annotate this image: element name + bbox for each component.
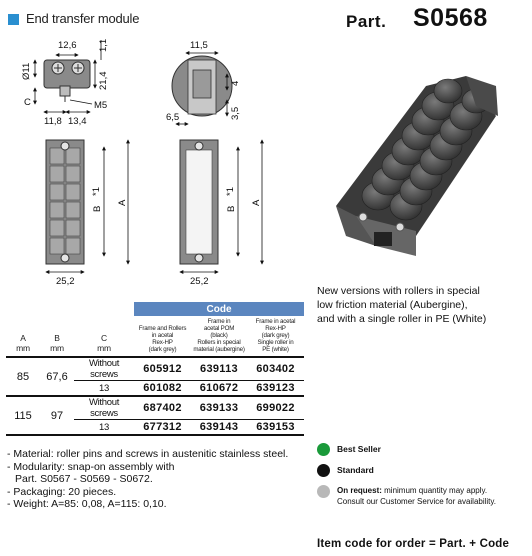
part-number: S0568 xyxy=(413,4,488,32)
header-col1: Frame and Rollers in acetal Rex-HP (dark grey) xyxy=(138,325,187,353)
cell-c: Without screws xyxy=(74,396,134,420)
pin-detail-drawing xyxy=(172,56,232,116)
header-col2: Frame in acetal POM (black) Rollers in special material (aubergine) xyxy=(193,318,245,353)
cell-a: 115 xyxy=(6,396,40,435)
dim-diameter: Ø11 xyxy=(21,62,32,80)
product-photo xyxy=(316,56,526,264)
note-item: - Material: roller pins and screws in austenitic stainless steel. xyxy=(7,448,289,460)
dim-bottom-left: 11,8 xyxy=(44,116,62,127)
cell-code: 639143 xyxy=(191,420,247,436)
dim-a-label-left: A xyxy=(117,199,128,206)
dim-top-right: 1,1 xyxy=(98,38,109,52)
cell-a: 85 xyxy=(6,357,40,396)
cell-c: Without screws xyxy=(74,357,134,381)
header-a: A mm xyxy=(16,333,30,353)
code-band: Code xyxy=(134,302,304,316)
dim-b-sup-left: *1 xyxy=(91,187,102,196)
cell-c: 13 xyxy=(74,420,134,436)
dim-c-label: C xyxy=(24,97,31,108)
cell-code: 639133 xyxy=(191,396,247,420)
cell-c: 13 xyxy=(74,381,134,397)
end-view-drawing xyxy=(44,60,90,102)
legend-on-request-label: On request: xyxy=(337,486,382,495)
table-row xyxy=(6,357,304,381)
dim-height-small: 21,4 xyxy=(98,71,109,90)
technical-drawing xyxy=(0,28,310,290)
order-note: Item code for order = Part. + Code xyxy=(317,538,510,550)
cell-code: 677312 xyxy=(134,420,191,436)
black-dot-icon xyxy=(317,464,330,477)
cell-code: 687402 xyxy=(134,396,191,420)
description-line: low friction material (Aubergine), xyxy=(317,299,468,311)
note-item: - Modularity: snap-on assembly with xyxy=(7,460,175,473)
header-col3: Frame in acetal Rex-HP (dark grey) Single roller in PE (white) xyxy=(255,318,296,353)
product-description xyxy=(317,284,527,326)
cell-code: 699022 xyxy=(247,396,304,420)
dim-b-label-right: B xyxy=(226,205,237,212)
header-c: C mm xyxy=(97,333,111,353)
cell-b: 97 xyxy=(40,396,74,435)
cell-code: 610672 xyxy=(191,381,247,397)
page-title: End transfer module xyxy=(26,11,140,26)
dim-width-right: 25,2 xyxy=(190,276,209,287)
dim-b-sup-right: *1 xyxy=(225,187,236,196)
dim-pin-right-b: 3,5 xyxy=(230,106,241,120)
dim-top-width: 12,6 xyxy=(58,40,77,51)
cell-code: 639113 xyxy=(191,357,247,381)
dim-pin-right-a: 4 xyxy=(230,80,241,86)
table-row xyxy=(6,396,304,420)
dim-bottom-right: 13,4 xyxy=(68,116,87,127)
legend-on-request-desc: minimum quantity may apply. xyxy=(384,486,488,495)
dim-a-label-right: A xyxy=(251,199,262,206)
header-b: B mm xyxy=(50,333,64,353)
front-view-right xyxy=(180,140,218,264)
grey-dot-icon xyxy=(317,485,330,498)
green-dot-icon xyxy=(317,443,330,456)
cell-code: 603402 xyxy=(247,357,304,381)
dim-thread: M5 xyxy=(94,100,108,111)
notes-list xyxy=(7,448,307,511)
part-label: Part. xyxy=(346,12,387,31)
description-line: and with a single roller in PE (White) xyxy=(317,313,487,325)
header-square-icon xyxy=(8,14,19,25)
front-view-left xyxy=(46,140,84,264)
cell-code: 605912 xyxy=(134,357,191,381)
description-line: New versions with rollers in special xyxy=(317,285,480,297)
cell-code: 639123 xyxy=(247,381,304,397)
cell-code: 601082 xyxy=(134,381,191,397)
note-item: - Packaging: 20 pieces. xyxy=(7,485,117,498)
dim-pin-left: 6,5 xyxy=(166,112,180,123)
dim-width-left: 25,2 xyxy=(56,276,75,287)
note-item: Part. S0567 - S0569 - S0672. xyxy=(15,473,153,485)
legend-on-request-desc2: Consult our Customer Service for availability. xyxy=(337,496,497,506)
dim-b-label-left: B xyxy=(92,205,103,212)
cell-code: 639153 xyxy=(247,420,304,436)
cell-b: 67,6 xyxy=(40,357,74,396)
note-item: - Weight: A=85: 0,08, A=115: 0,10. xyxy=(7,498,167,510)
code-table xyxy=(6,302,304,436)
dim-pin-width: 11,5 xyxy=(190,40,208,51)
